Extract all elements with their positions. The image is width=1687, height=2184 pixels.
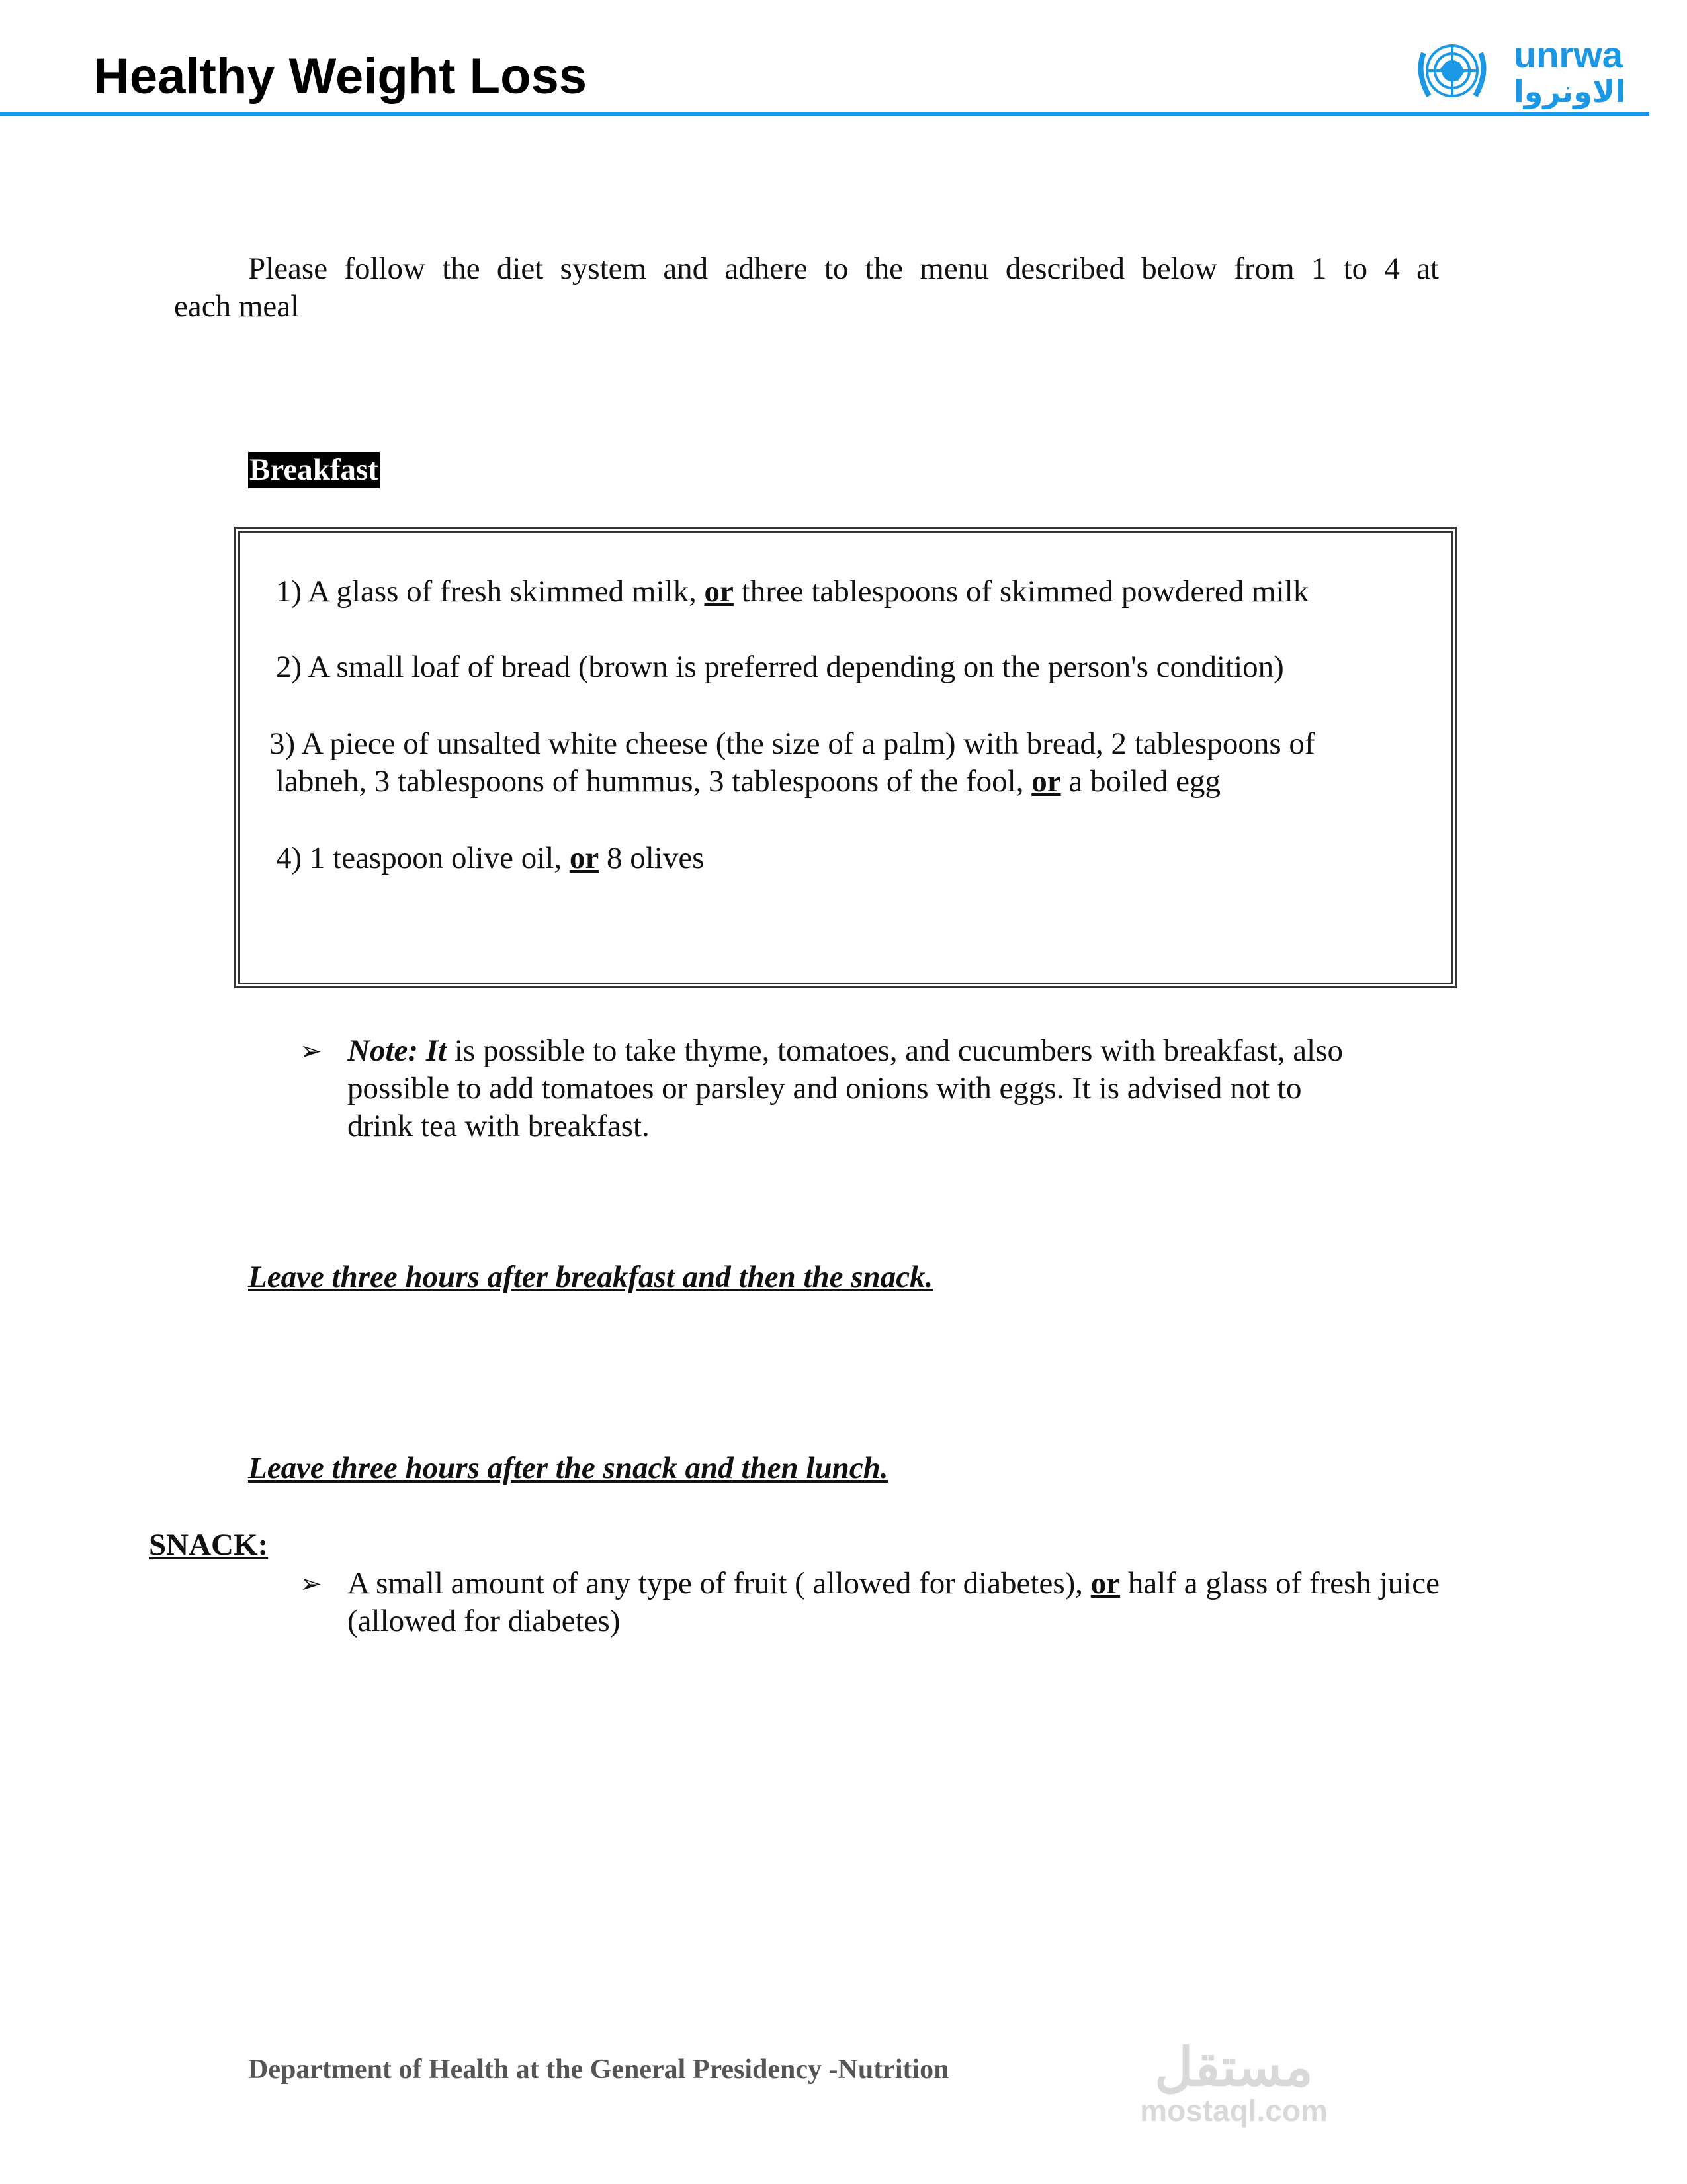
timing-instruction: Leave three hours after the snack and then lunch. [248,1451,888,1485]
logo-text-arabic: الاونروا [1514,73,1625,109]
watermark-arabic: مستقل [1154,2038,1313,2097]
logo-text: unrwa [1514,34,1623,75]
snack-item: A small amount of any type of fruit ( allowed for diabetes), or half a glass of fresh juice (allowed for diabetes) [347,1566,1440,1638]
breakfast-heading: Breakfast [249,453,378,487]
timing-instruction: Leave three hours after breakfast and then the snack. [248,1260,933,1294]
intro-line: each meal [174,289,300,324]
menu-item: 2) A small loaf of bread (brown is preferred depending on the person's condition) [276,650,1284,684]
snack-heading: SNACK: [149,1528,269,1562]
arrow-bullet-icon: ➢ [300,1569,322,1598]
intro-paragraph [174,250,1439,326]
unrwa-logo [1414,33,1653,109]
breakfast-note: Note: It is possible to take thyme, tomatoes, and cucumbers with breakfast, also possible to add tomatoes or parsley and onions with eggs. It is advised not to drink tea with breakfast. [347,1033,1343,1143]
watermark [1125,2038,1343,2128]
menu-item: 3) A piece of unsalted white cheese (the size of a palm) with bread, 2 tablespoons of labneh, 3 tablespoons of hummus, 3 tablespoons of the fool, or a boiled egg [269,726,1315,799]
menu-item: 1) A glass of fresh skimmed milk, or three tablespoons of skimmed powdered milk [276,574,1309,609]
intro-line: Please follow the diet system and adhere to the menu described below from 1 to 4 at [248,251,1439,286]
arrow-bullet-icon: ➢ [300,1036,322,1066]
page-title: Healthy Weight Loss [93,48,587,105]
header-divider [0,112,1649,116]
menu-item: 4) 1 teaspoon olive oil, or 8 olives [276,841,705,875]
watermark-latin: mostaql.com [1140,2093,1328,2128]
footer-text: Department of Health at the General Presidency -Nutrition [248,2054,949,2085]
